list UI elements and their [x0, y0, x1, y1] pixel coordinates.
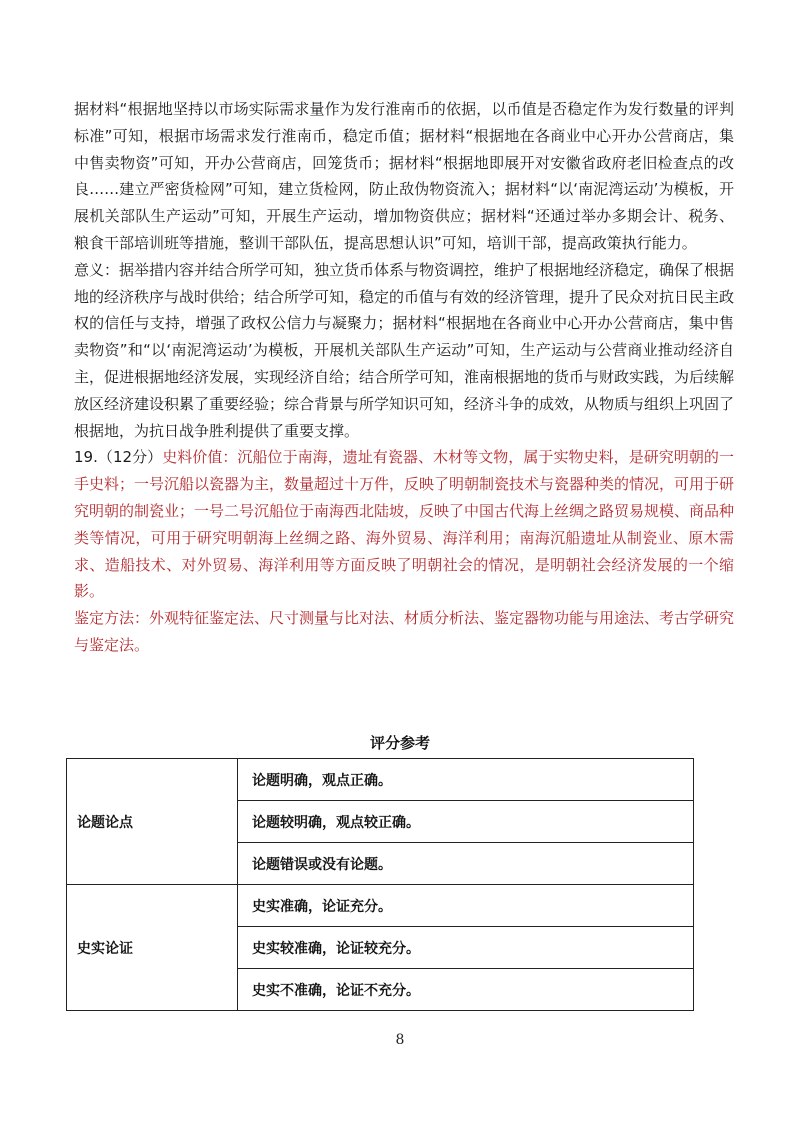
rubric-item: 史实较准确，论证较充分。	[238, 927, 694, 969]
table-row	[67, 759, 694, 801]
rubric-category: 史实论证	[67, 885, 238, 1011]
rubric-item: 论题错误或没有论题。	[238, 843, 694, 885]
paragraph-significance: 意义：据举措内容并结合所学可知，独立货币体系与物资调控，维护了根据地经济稳定，确保了根据地的经济秩序与战时供给；结合所学可知，稳定的币值与有效的经济管理，提升了民众对抗日民主政权的信任与支持，增强了政权公信力与凝聚力；据材料“根据地在各商业中心开办公营商店，集中售卖物资”和“以‘南泥湾运动’为模板，开展机关部队生产运动”可知，生产运动与公营商业推动经济自主，促进根据地经济发展，实现经济自给；结合所学可知，淮南根据地的货币与财政实践，为后续解放区经济建设积累了重要经验；综合背景与所学知识可知，经济斗争的成效，从物质与组织上巩固了根据地，为抗日战争胜利提供了重要支撑。	[74, 260, 735, 440]
rubric-item: 论题明确，观点正确。	[238, 759, 694, 801]
table-row	[67, 885, 694, 927]
rubric-category: 论题论点	[67, 759, 238, 885]
rubric-item: 史实不准确，论证不充分。	[238, 969, 694, 1011]
question-number: 19.（12分）	[74, 448, 163, 467]
rubric-table	[66, 758, 694, 1011]
source-value-text: 史料价值：沉船位于南海，遗址有瓷器、木材等文物，属于实物史料，是研究明朝的一手史料；一号沉船以瓷器为主，数量超过十万件，反映了明朝制瓷技术与瓷器种类的情况，可用于研究明朝的制瓷业；一号二号沉船位于南海西北陆坡，反映了中国古代海上丝绸之路贸易规模、商品种类等情况，可用于研究明朝海上丝绸之路、海外贸易、海洋利用；南海沉船遗址从制瓷业、原木需求、造船技术、对外贸易、海洋利用等方面反映了明朝社会的情况，是明朝社会经济发展的一个缩影。	[74, 448, 735, 601]
page-number: 8	[395, 1032, 405, 1048]
paragraph-measures: 据材料“根据地坚持以市场实际需求量作为发行淮南币的依据，以币值是否稳定作为发行数量的评判标准”可知，根据市场需求发行淮南币，稳定币值；据材料“根据地在各商业中心开办公营商店，集中售卖物资”可知，开办公营商店，回笼货币；据材料“根据地即展开对安徽省政府老旧检查点的改良……建立严密货检网”可知，建立货检网，防止敌伪物资流入；据材料“以‘南泥湾运动’为模板，开展机关部队生产运动”可知，开展生产运动，增加物资供应；据材料“还通过举办多期会计、税务、粮食干部培训班等措施，整训干部队伍，提高思想认识”可知，培训干部，提高政策执行能力。	[74, 100, 734, 252]
answer-body	[74, 96, 734, 659]
paragraph-question-19	[74, 444, 734, 605]
rubric-title: 评分参考	[369, 734, 430, 752]
rubric-item: 论题较明确，观点较正确。	[238, 801, 694, 843]
paragraph-identification-methods: 鉴定方法：外观特征鉴定法、尺寸测量与比对法、材质分析法、鉴定器物功能与用途法、考古学研究与鉴定法。	[74, 609, 735, 654]
rubric-item: 史实准确，论证充分。	[238, 885, 694, 927]
